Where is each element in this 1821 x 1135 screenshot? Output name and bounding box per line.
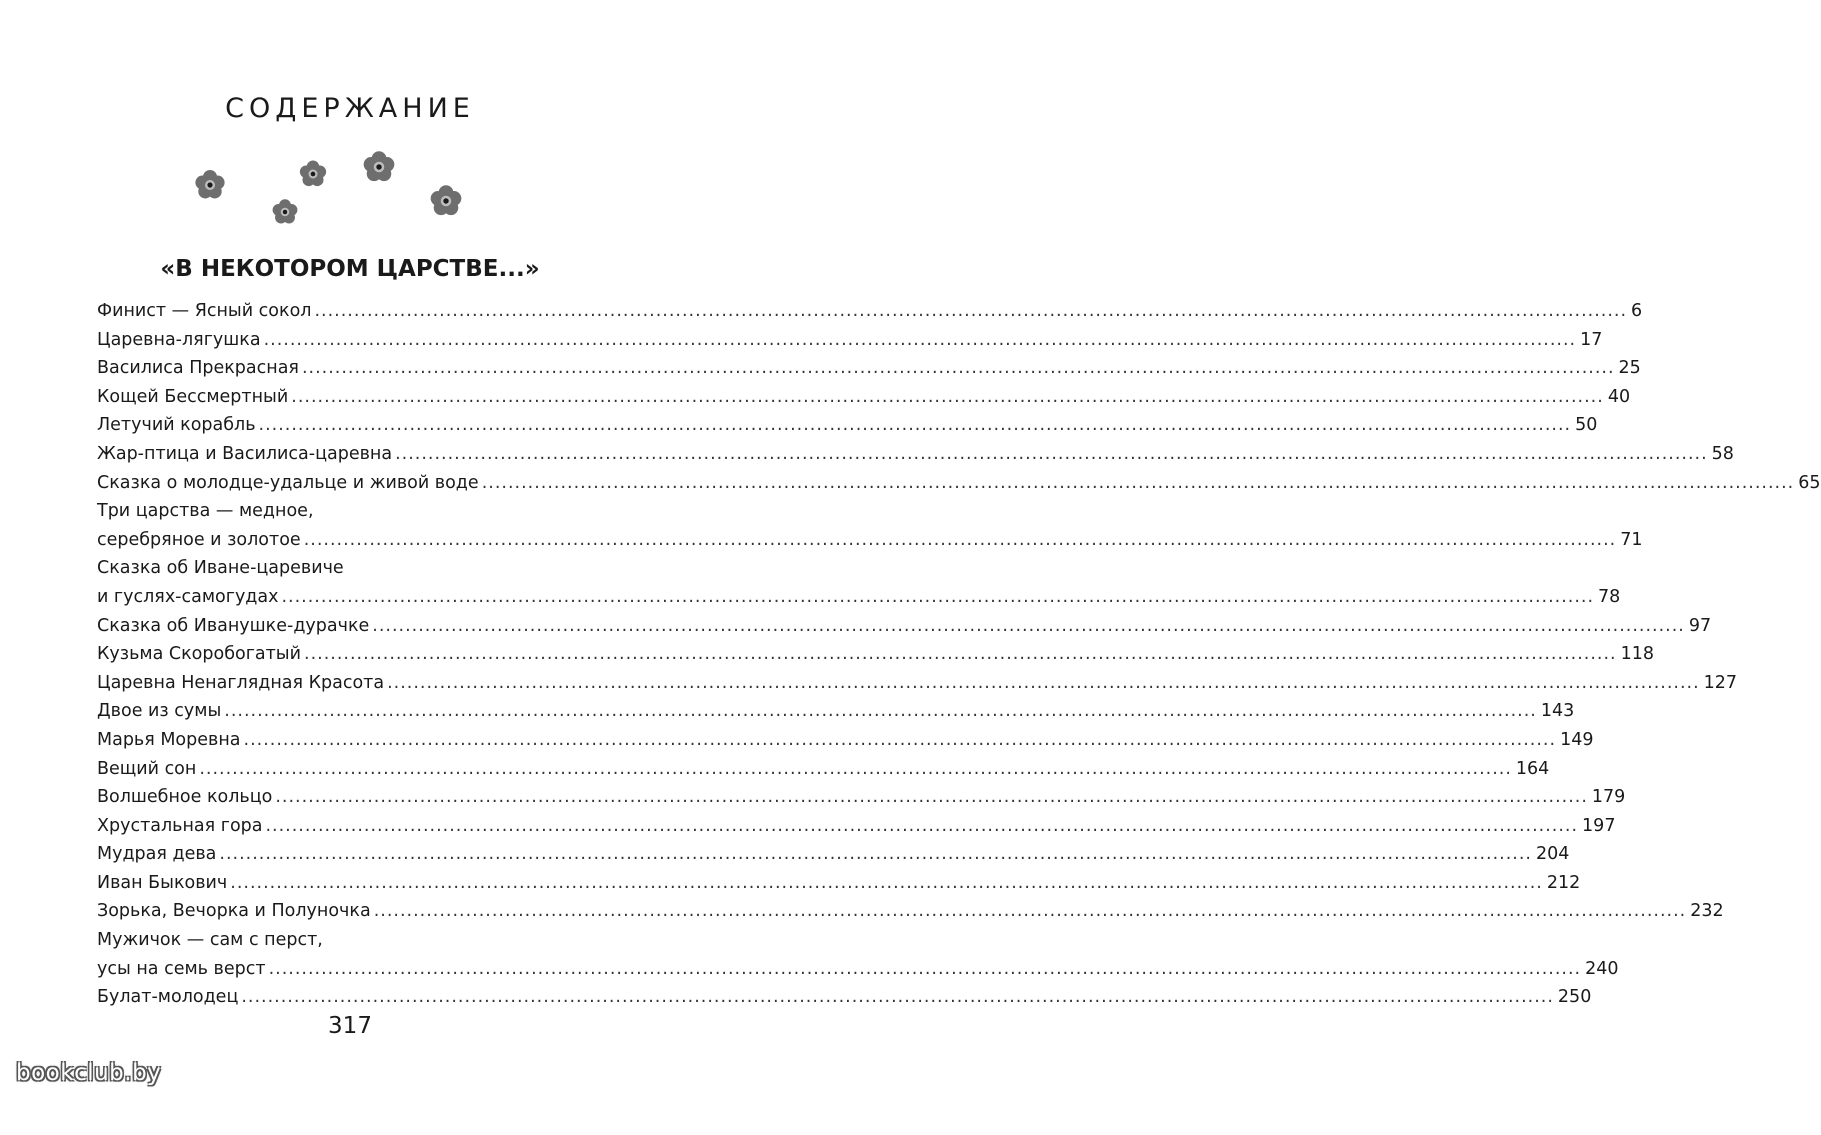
toc-entry [97,783,1626,812]
dot-leader: ........................................................................................................................................................................................................ [241,987,1554,1008]
dot-leader: ........................................................................................................................................................................................................ [372,615,1685,636]
toc-entry-row [97,297,1643,326]
dot-leader: ........................................................................................................................................................................................................ [219,844,1532,865]
toc-entry-title: Волшебное кольцо [97,787,273,808]
toc-entry [97,383,1631,412]
toc-entry [97,697,1575,726]
toc-entry-row [97,383,1631,412]
toc-entry-title: Марья Моревна [97,729,241,750]
toc-entry-page: 71 [1620,529,1643,550]
toc-entry-row [97,755,1550,784]
dot-leader: ........................................................................................................................................................................................................ [281,586,1595,607]
dot-leader: ........................................................................................................................................................................................................ [224,701,1537,722]
toc-entry-row [97,440,1734,469]
toc-entry-title: Вещий сон [97,758,197,779]
toc-entry-row [97,583,1621,612]
dot-leader: ........................................................................................................................................................................................................ [303,529,1617,550]
table-of-contents [97,297,1821,1012]
toc-entry-title: Иван Быкович [97,872,228,893]
toc-entry-page: 250 [1557,987,1592,1008]
toc-entry [97,297,1643,326]
flower-icon [364,151,395,181]
toc-entry-title-line: Сказка об Иване-царевиче [97,558,344,579]
dot-leader: ........................................................................................................................................................................................................ [263,329,1577,350]
toc-entry-page: 179 [1591,787,1626,808]
page-title: СОДЕРЖАНИЕ [225,93,475,124]
toc-entry-page: 97 [1688,615,1712,636]
dot-leader: ........................................................................................................................................................................................................ [243,729,1557,750]
toc-entry [97,983,1592,1012]
toc-entry-row [97,469,1821,498]
toc-entry-page: 164 [1515,758,1550,779]
page-number: 317 [328,1013,372,1039]
dot-leader: ........................................................................................................................................................................................................ [301,358,1615,379]
dot-leader: ........................................................................................................................................................................................................ [199,758,1512,779]
toc-entry-title: Жар-птица и Василиса-царевна [97,443,393,464]
toc-entry [97,897,1724,926]
toc-entry-title: Булат-молодец [97,987,239,1008]
toc-entry-row [97,526,1643,555]
toc-entry [97,440,1734,469]
toc-entry-page: 50 [1575,415,1598,436]
toc-entry-page: 232 [1690,901,1724,922]
dot-leader: ........................................................................................................................................................................................................ [481,472,1795,493]
toc-entry-title: Кузьма Скоробогатый [97,644,302,665]
dot-leader: ........................................................................................................................................................................................................ [268,958,1582,979]
toc-entry [97,755,1550,784]
toc-entry [97,469,1821,498]
toc-entry-title: и гуслях-самогудах [97,586,279,607]
dot-leader: ........................................................................................................................................................................................................ [304,644,1617,665]
toc-entry-row [97,640,1654,669]
toc-entry [97,354,1641,383]
toc-entry [97,926,1619,983]
toc-entry-title: Хрустальная гора [97,815,263,836]
toc-entry-row [97,697,1575,726]
toc-entry-title: Сказка об Иванушке-дурачке [97,615,370,636]
toc-entry-row [97,983,1592,1012]
dot-leader: ........................................................................................................................................................................................................ [395,443,1708,464]
dot-leader: ........................................................................................................................................................................................................ [275,787,1588,808]
toc-entry-page: 78 [1598,586,1621,607]
dot-leader: ........................................................................................................................................................................................................ [387,672,1700,693]
toc-entry-page: 149 [1560,729,1594,750]
toc-entry-page: 25 [1618,358,1641,379]
toc-entry-title: Двое из сумы [97,701,222,722]
dot-leader: ........................................................................................................................................................................................................ [291,386,1604,407]
toc-entry-title-line: Мужичок — сам с перст, [97,930,323,951]
watermark: bookclub.by [16,1060,162,1086]
toc-entry-row [97,326,1603,355]
dot-leader: ........................................................................................................................................................................................................ [265,815,1579,836]
flower-icon [300,161,326,187]
toc-entry [97,812,1616,841]
toc-entry [97,840,1570,869]
toc-entry-page: 240 [1585,958,1619,979]
toc-entry-title: Летучий корабль [97,415,256,436]
toc-entry-title: усы на семь верст [97,958,266,979]
toc-entry-page: 127 [1703,672,1738,693]
toc-entry [97,326,1603,355]
toc-entry-title: Сказка о молодце-удальце и живой воде [97,472,479,493]
flower-icon [431,185,462,215]
dot-leader: ........................................................................................................................................................................................................ [258,415,1572,436]
toc-entry-title: Зорька, Вечорка и Полуночка [97,901,371,922]
toc-entry [97,497,1643,554]
toc-entry-row [97,840,1570,869]
toc-entry-title-line: Три царства — медное, [97,501,314,522]
toc-entry-row [97,783,1626,812]
toc-entry-row [97,726,1594,755]
toc-entry-title: Финист — Ясный сокол [97,301,312,321]
toc-entry-row [97,669,1738,698]
toc-entry [97,726,1594,755]
toc-entry-title: Царевна-лягушка [97,329,261,350]
toc-entry-title: Василиса Прекрасная [97,358,299,379]
toc-entry-row [97,612,1712,641]
dot-leader: ........................................................................................................................................................................................................ [373,901,1687,922]
toc-entry [97,411,1598,440]
flower-icon [273,199,298,223]
toc-entry [97,612,1712,641]
toc-entry [97,640,1654,669]
dot-leader: ........................................................................................................................................................................................................ [314,301,1628,321]
toc-entry-row [97,955,1619,984]
toc-entry-page: 40 [1607,386,1631,407]
toc-entry-row [97,812,1616,841]
toc-entry-page: 58 [1711,443,1734,464]
dot-leader: ........................................................................................................................................................................................................ [230,872,1543,893]
toc-entry [97,669,1738,698]
toc-entry-title: Мудрая дева [97,844,217,865]
toc-entry-title: Царевна Ненаглядная Красота [97,672,385,693]
toc-entry-page: 143 [1540,701,1575,722]
toc-entry-title: Кощей Бессмертный [97,386,289,407]
toc-entry-page: 212 [1546,872,1581,893]
section-title: «В НЕКОТОРОМ ЦАРСТВЕ...» [160,256,540,282]
flower-icon [195,170,224,198]
toc-entry [97,554,1621,611]
toc-entry [97,869,1581,898]
toc-entry-row [97,897,1724,926]
toc-entry-page: 6 [1631,301,1643,321]
toc-entry-page: 17 [1580,329,1603,350]
flower-ornament [180,140,480,240]
toc-entry-page: 65 [1798,472,1821,493]
toc-entry-page: 197 [1582,815,1616,836]
toc-entry-row [97,354,1641,383]
toc-entry-row [97,411,1598,440]
toc-entry-row [97,869,1581,898]
toc-entry-page: 118 [1620,644,1654,665]
toc-entry-page: 204 [1535,844,1570,865]
toc-entry-title: серебряное и золотое [97,529,301,550]
